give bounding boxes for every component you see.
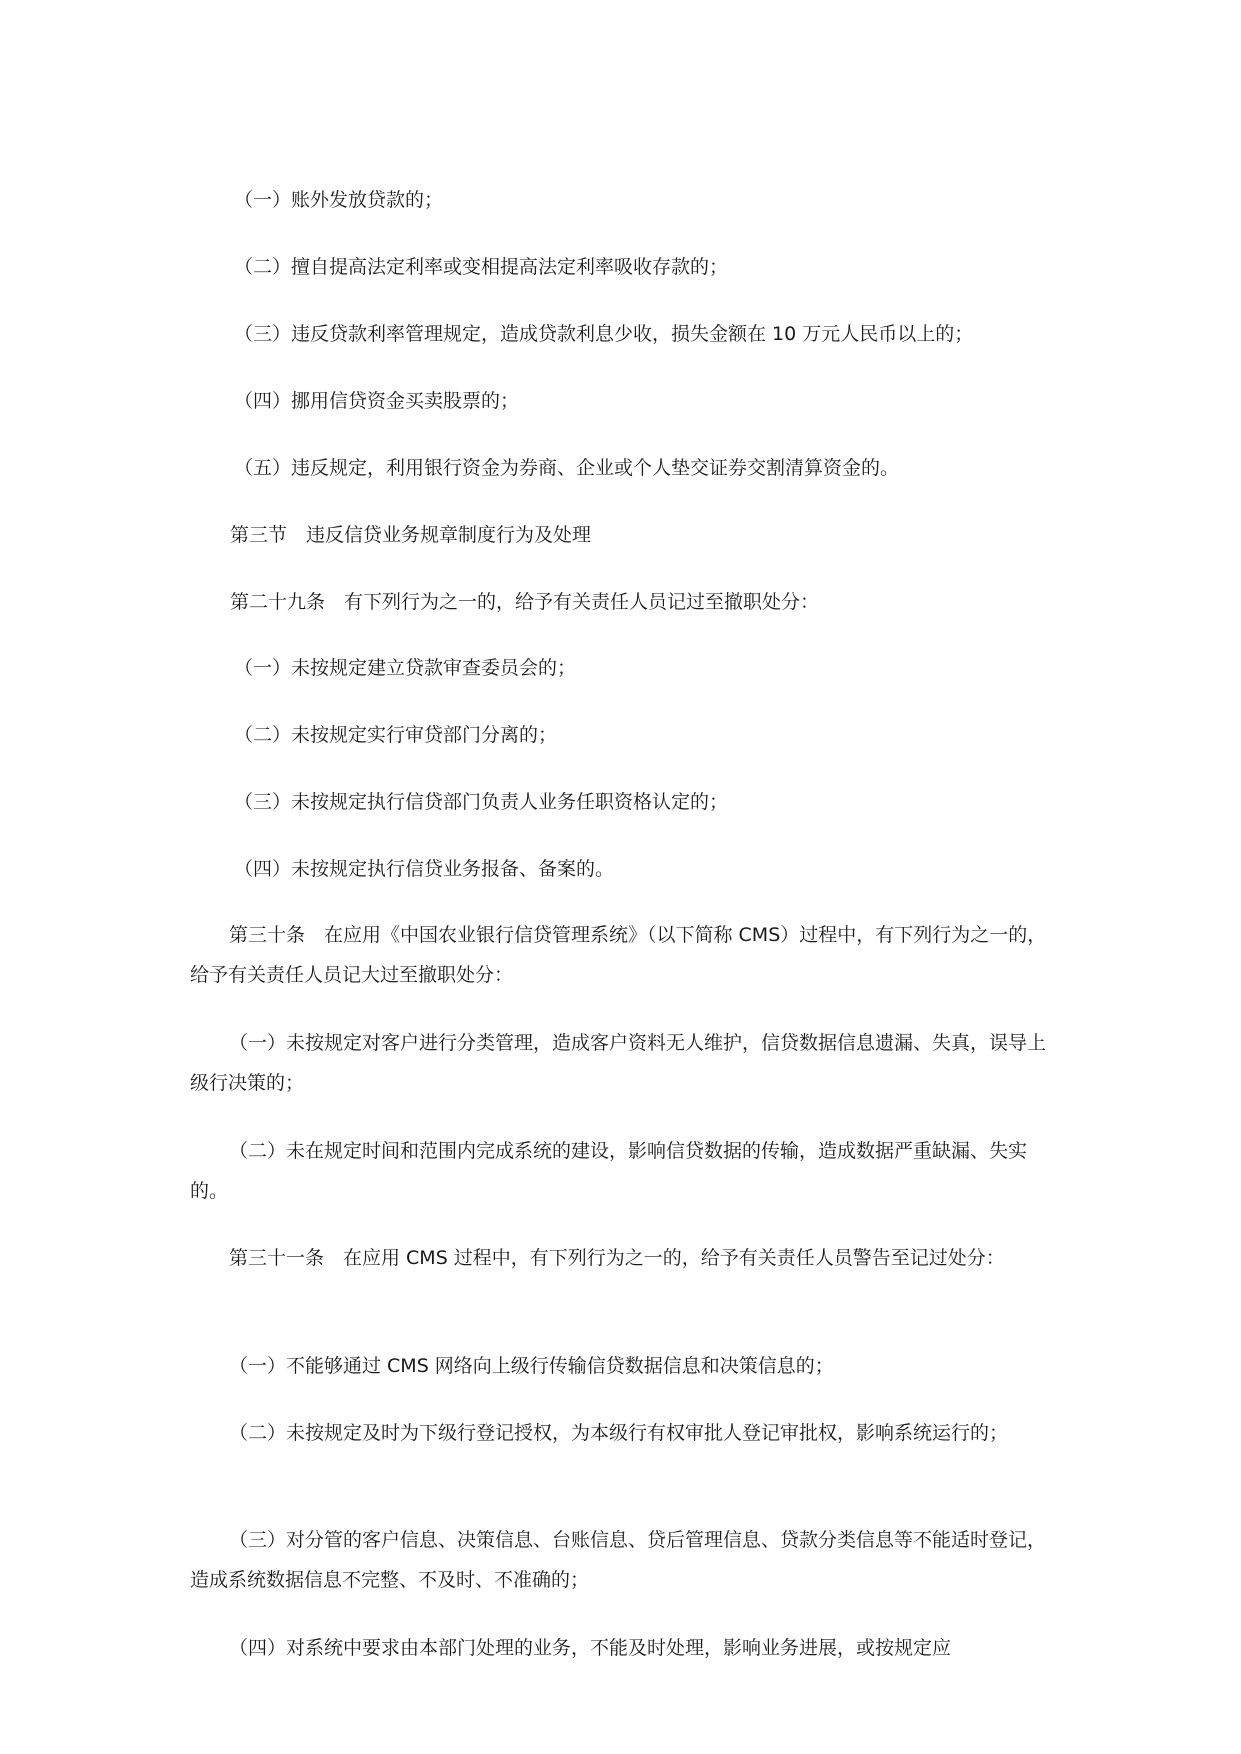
article-paragraph: 第三十条 在应用《中国农业银行信贷管理系统》（以下简称 CMS）过程中，有下列行为之一的，给予有关责任人员记大过至撤职处分： xyxy=(190,924,1047,986)
item-paragraph: （四）对系统中要求由本部门处理的业务，不能及时处理，影响业务进展，或按规定应 xyxy=(229,1637,952,1659)
item-line: （一）未按规定建立贷款审查委员会的； xyxy=(234,657,577,679)
item-paragraph: （一）不能够通过 CMS 网络向上级行传输信贷数据信息和决策信息的； xyxy=(229,1355,834,1377)
item-line: （三）未按规定执行信贷部门负责人业务任职资格认定的； xyxy=(234,791,729,813)
item-line: （三）违反贷款利率管理规定，造成贷款利息少收，损失金额在 10 万元人民币以上的； xyxy=(234,323,974,345)
item-line: （四）未按规定执行信贷业务报备、备案的。 xyxy=(234,858,615,880)
item-line: （一）账外发放贷款的； xyxy=(234,189,444,211)
item-line: （二）未按规定实行审贷部门分离的； xyxy=(234,724,558,746)
article-heading: 第二十九条 有下列行为之一的，给予有关责任人员记过至撤职处分： xyxy=(230,591,820,613)
item-line: （二）擅自提高法定利率或变相提高法定利率吸收存款的； xyxy=(234,256,729,278)
section-heading: 第三节 违反信贷业务规章制度行为及处理 xyxy=(230,524,592,546)
item-paragraph: （二）未按规定及时为下级行登记授权，为本级行有权审批人登记审批权，影响系统运行的； xyxy=(229,1422,1009,1444)
article-paragraph: 第三十一条 在应用 CMS 过程中，有下列行为之一的，给予有关责任人员警告至记过处分： xyxy=(229,1247,1005,1269)
item-paragraph: （二）未在规定时间和范围内完成系统的建设，影响信贷数据的传输，造成数据严重缺漏、失实的。 xyxy=(190,1140,1028,1202)
item-line: （四）挪用信贷资金买卖股票的； xyxy=(234,390,520,412)
item-paragraph: （三）对分管的客户信息、决策信息、台账信息、贷后管理信息、贷款分类信息等不能适时登记，造成系统数据信息不完整、不及时、不准确的； xyxy=(190,1529,1047,1591)
item-paragraph: （一）未按规定对客户进行分类管理，造成客户资料无人维护，信贷数据信息遗漏、失真，误导上级行决策的； xyxy=(190,1032,1047,1094)
item-line: （五）违反规定，利用银行资金为券商、企业或个人垫交证券交割清算资金的。 xyxy=(234,457,900,479)
